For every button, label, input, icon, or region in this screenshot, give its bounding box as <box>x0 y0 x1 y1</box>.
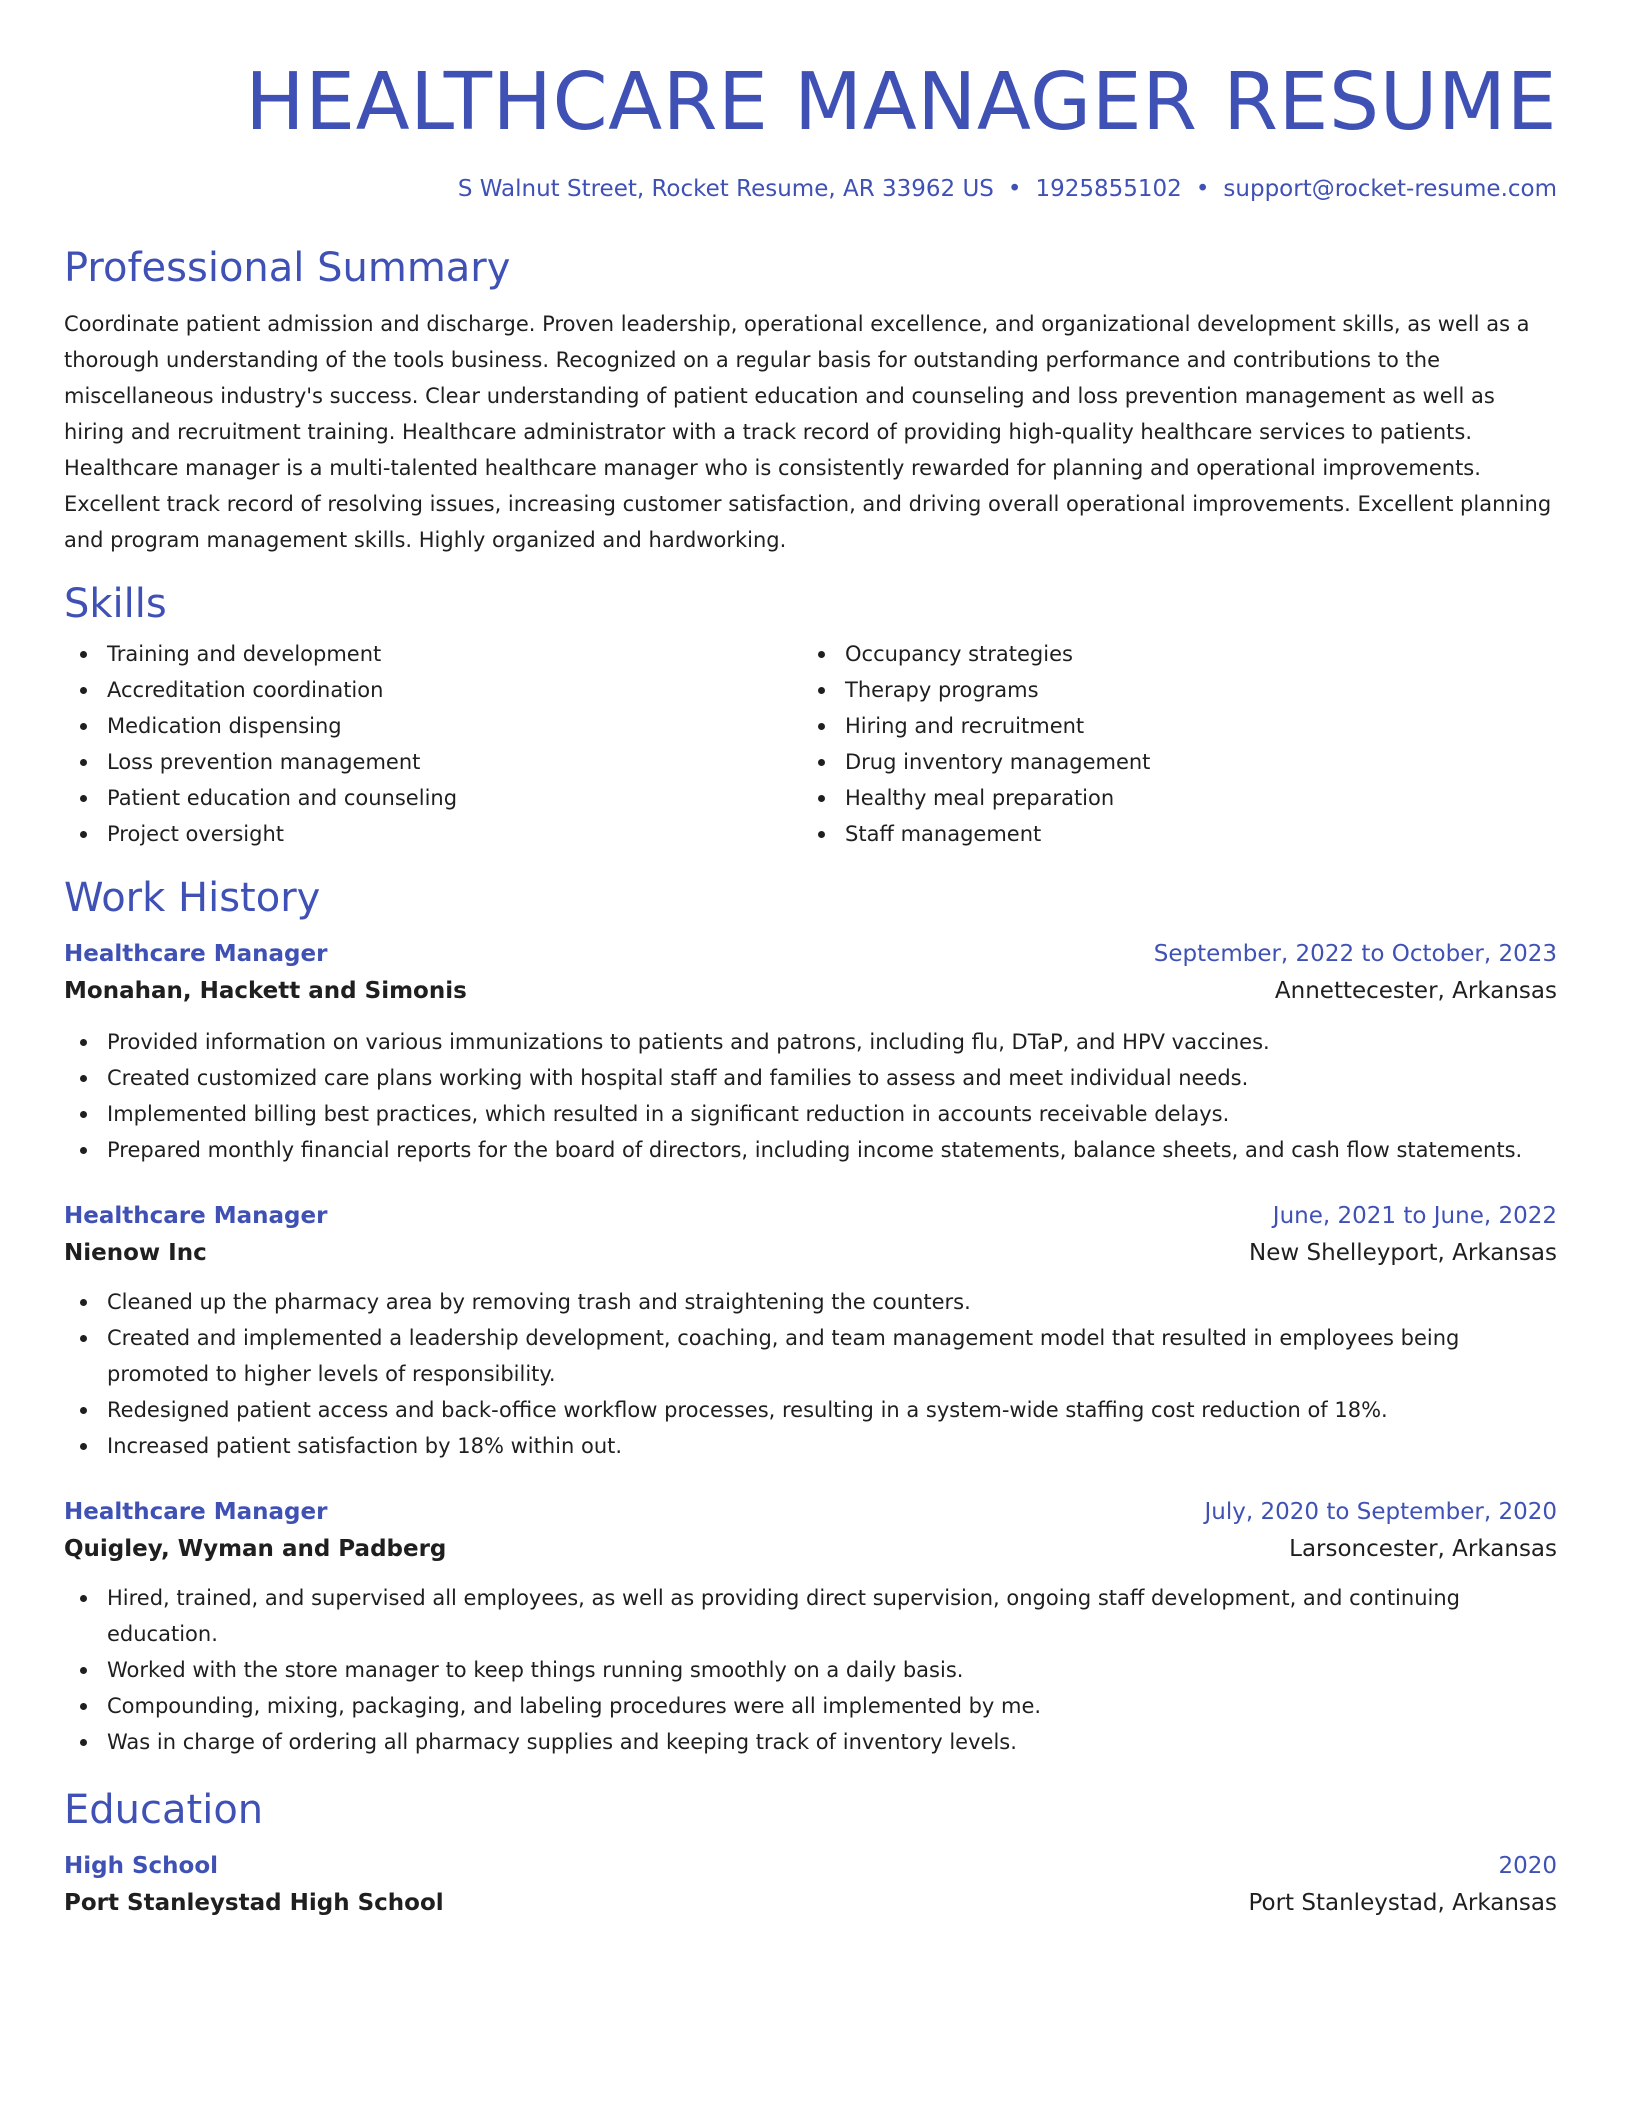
skills-heading: Skills <box>64 581 167 627</box>
education-header-row <box>64 1848 1557 1884</box>
job-entry <box>64 936 1557 1168</box>
skill-item: Healthy meal preparation <box>802 780 1540 816</box>
job-title: Healthcare Manager <box>64 941 328 967</box>
job-header-row <box>64 1494 1557 1530</box>
job-company-row <box>64 1530 1557 1568</box>
job-bullets <box>64 1580 1557 1760</box>
skill-item: Occupancy strategies <box>802 636 1540 672</box>
job-company: Nienow Inc <box>64 1240 207 1266</box>
job-bullet: Worked with the store manager to keep things running smoothly on a daily basis. <box>64 1652 1557 1688</box>
contact-line <box>64 174 1557 204</box>
education-degree: High School <box>64 1853 219 1879</box>
job-bullet: Created and implemented a leadership development, coaching, and team management model that resulted in employees being promoted to higher levels of responsibility. <box>64 1320 1557 1392</box>
education-entry <box>64 1848 1557 1922</box>
job-bullets <box>64 1284 1557 1464</box>
job-dates: July, 2020 to September, 2020 <box>1204 1499 1557 1525</box>
job-entry <box>64 1198 1557 1464</box>
job-bullet: Compounding, mixing, packaging, and labeling procedures were all implemented by me. <box>64 1688 1557 1724</box>
skill-item: Medication dispensing <box>64 708 802 744</box>
skill-item: Hiring and recruitment <box>802 708 1540 744</box>
job-header-row <box>64 936 1557 972</box>
education-school-row <box>64 1884 1557 1922</box>
job-bullet: Cleaned up the pharmacy area by removing trash and straightening the counters. <box>64 1284 1557 1320</box>
job-title: Healthcare Manager <box>64 1499 328 1525</box>
job-entry <box>64 1494 1557 1760</box>
skills-column-left <box>64 636 802 852</box>
education-location: Port Stanleystad, Arkansas <box>1248 1890 1557 1916</box>
job-location: New Shelleyport, Arkansas <box>1249 1240 1557 1266</box>
summary-heading: Professional Summary <box>64 245 511 291</box>
job-bullet: Was in charge of ordering all pharmacy supplies and keeping track of inventory levels. <box>64 1724 1557 1760</box>
job-header-row <box>64 1198 1557 1234</box>
resume-title: HEALTHCARE MANAGER RESUME <box>245 56 1557 148</box>
job-title: Healthcare Manager <box>64 1203 328 1229</box>
skill-item: Staff management <box>802 816 1540 852</box>
contact-separator: • <box>1195 176 1210 202</box>
work-history-heading: Work History <box>64 875 321 921</box>
job-bullet: Created customized care plans working with hospital staff and families to assess and meet individual needs. <box>64 1060 1557 1096</box>
contact-email[interactable]: support@rocket-resume.com <box>1223 176 1557 202</box>
job-location: Annettecester, Arkansas <box>1274 978 1557 1004</box>
resume-page <box>64 52 1557 1922</box>
skills-grid <box>64 636 1557 852</box>
job-location: Larsoncester, Arkansas <box>1289 1536 1557 1562</box>
skill-item: Therapy programs <box>802 672 1540 708</box>
job-bullet: Implemented billing best practices, which resulted in a significant reduction in accounts receivable delays. <box>64 1096 1557 1132</box>
job-company: Monahan, Hackett and Simonis <box>64 978 467 1004</box>
summary-text: Coordinate patient admission and discharge. Proven leadership, operational excellence, and organizational development skills, as well as a thorough understanding of the tools business. Recognized on a regular basis for outstanding performance and contributions to the miscellaneous industry's success. Clear understanding of patient education and counseling and loss prevention management as well as hiring and recruitment training. Healthcare administrator with a track record of providing high-quality healthcare services to patients. Healthcare manager is a multi-talented healthcare manager who is consistently rewarded for planning and operational improvements. Excellent track record of resolving issues, increasing customer satisfaction, and driving overall operational improvements. Excellent planning and program management skills. Highly organized and hardworking. <box>64 312 1552 552</box>
job-company-row <box>64 1234 1557 1272</box>
contact-phone: 1925855102 <box>1035 176 1182 202</box>
skill-item: Project oversight <box>64 816 802 852</box>
job-company-row <box>64 972 1557 1010</box>
job-company: Quigley, Wyman and Padberg <box>64 1536 447 1562</box>
job-bullet: Hired, trained, and supervised all employees, as well as providing direct supervision, ongoing staff development, and continuing education. <box>64 1580 1557 1652</box>
education-school: Port Stanleystad High School <box>64 1890 444 1916</box>
job-bullets <box>64 1024 1557 1168</box>
contact-separator: • <box>1007 176 1022 202</box>
education-heading: Education <box>64 1787 264 1833</box>
education-year: 2020 <box>1498 1853 1557 1879</box>
job-dates: June, 2021 to June, 2022 <box>1272 1203 1557 1229</box>
job-bullet: Prepared monthly financial reports for the board of directors, including income statements, balance sheets, and cash flow statements. <box>64 1132 1557 1168</box>
contact-address: S Walnut Street, Rocket Resume, AR 33962 US <box>457 176 994 202</box>
skills-column-right <box>802 636 1540 852</box>
skill-item: Loss prevention management <box>64 744 802 780</box>
job-dates: September, 2022 to October, 2023 <box>1153 941 1557 967</box>
skill-item: Patient education and counseling <box>64 780 802 816</box>
job-bullet: Increased patient satisfaction by 18% within out. <box>64 1428 1557 1464</box>
skill-item: Accreditation coordination <box>64 672 802 708</box>
job-bullet: Redesigned patient access and back-office workflow processes, resulting in a system-wide staffing cost reduction of 18%. <box>64 1392 1557 1428</box>
job-bullet: Provided information on various immunizations to patients and patrons, including flu, DTaP, and HPV vaccines. <box>64 1024 1557 1060</box>
skill-item: Drug inventory management <box>802 744 1540 780</box>
skill-item: Training and development <box>64 636 802 672</box>
